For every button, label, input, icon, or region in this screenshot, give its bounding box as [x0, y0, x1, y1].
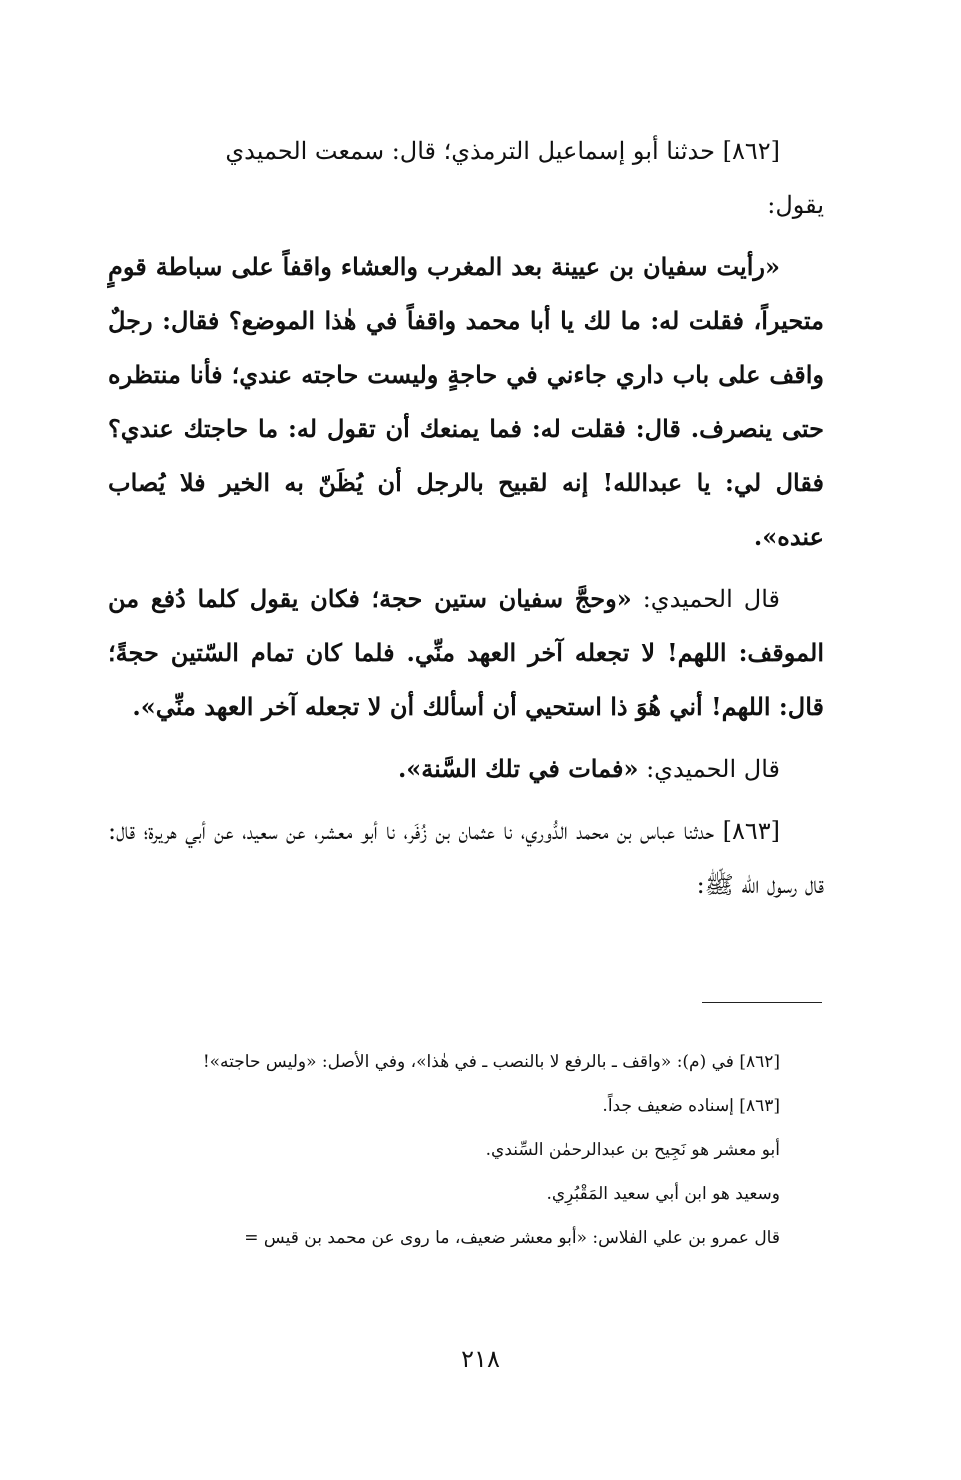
footnotes [108, 1040, 824, 1260]
footnote-863-line3: وسعيد هو ابن أبي سعيد المَقْبُرِي. [546, 1184, 780, 1204]
humaydi-intro: قال الحميدي: [631, 585, 780, 613]
humaydi-hajj-paragraph [108, 572, 824, 734]
main-text [108, 124, 824, 920]
humaydi-death-paragraph [108, 742, 824, 796]
page-number: ٢١٨ [461, 1345, 500, 1373]
hajj-quote: «وحجَّ سفيان ستين حجة؛ فكان يقول كلما دُفع من الموقف: اللهم! لا تجعله آخر العهد منِّي. فلما كان تمام السّتين حجةً؛ قال: اللهم! أني هُوَ ذا استحيي أن أسألك أن لا تجعله آخر العهد منِّي». [108, 584, 824, 721]
footnote-863-line1: [٨٦٣] إسناده ضعيف جداً. [602, 1096, 780, 1116]
footnote-862: [٨٦٢] في (م): «واقف ـ بالرفع لا بالنصب ـ في هٰذا»، وفي الأصل: «وليس حاجته»! [202, 1052, 780, 1072]
footnote-separator [702, 1002, 822, 1003]
hadith-862-line1: [٨٦٢] حدثنا أبو إسماعيل الترمذي؛ قال: سمعت الحميدي [225, 137, 780, 165]
footnote-863-line2: أبو معشر هو نَجِيح بن عبدالرحمٰن السِّندي. [485, 1140, 780, 1160]
footnote-863-line4: قال عمرو بن علي الفلاس: «أبو معشر ضعيف، ما روى عن محمد بن قيس = [244, 1228, 780, 1248]
humaydi-intro: قال الحميدي: [638, 755, 780, 783]
hadith-862-line2: يقول: [767, 191, 824, 219]
death-quote: «فمات في تلك السَّنة». [397, 754, 639, 783]
sufyan-quote: «رأيت سفيان بن عيينة بعد المغرب والعشاء واقفاً على سباطة قومٍ متحيراً، فقلت له: ما لك يا أبا محمد واقفاً في هٰذا الموضع؟ فقال: رجلٌ واقف على باب داري جاءني في حاجةٍ وليست حاجته عندي؛ فأنا منتظره حتى ينصرف. قال: فقلت له: فما يمنعك أن تقول له: ما حاجتك عندي؟ فقال لي: يا عبدالله! إنه لقبيح بالرجل أن يُظَنّ به الخير فلا يُصاب عنده». [108, 252, 824, 551]
hadith-863: [٨٦٣] حدثنا عباس بن محمد الدُّوري، نا عثمان بن زُفَر، نا أبو معشر، عن سعيد، عن أبي هريرة؛ قال: قال رسول الله ﷺ: [108, 817, 824, 899]
hadith-862-intro [108, 124, 824, 232]
